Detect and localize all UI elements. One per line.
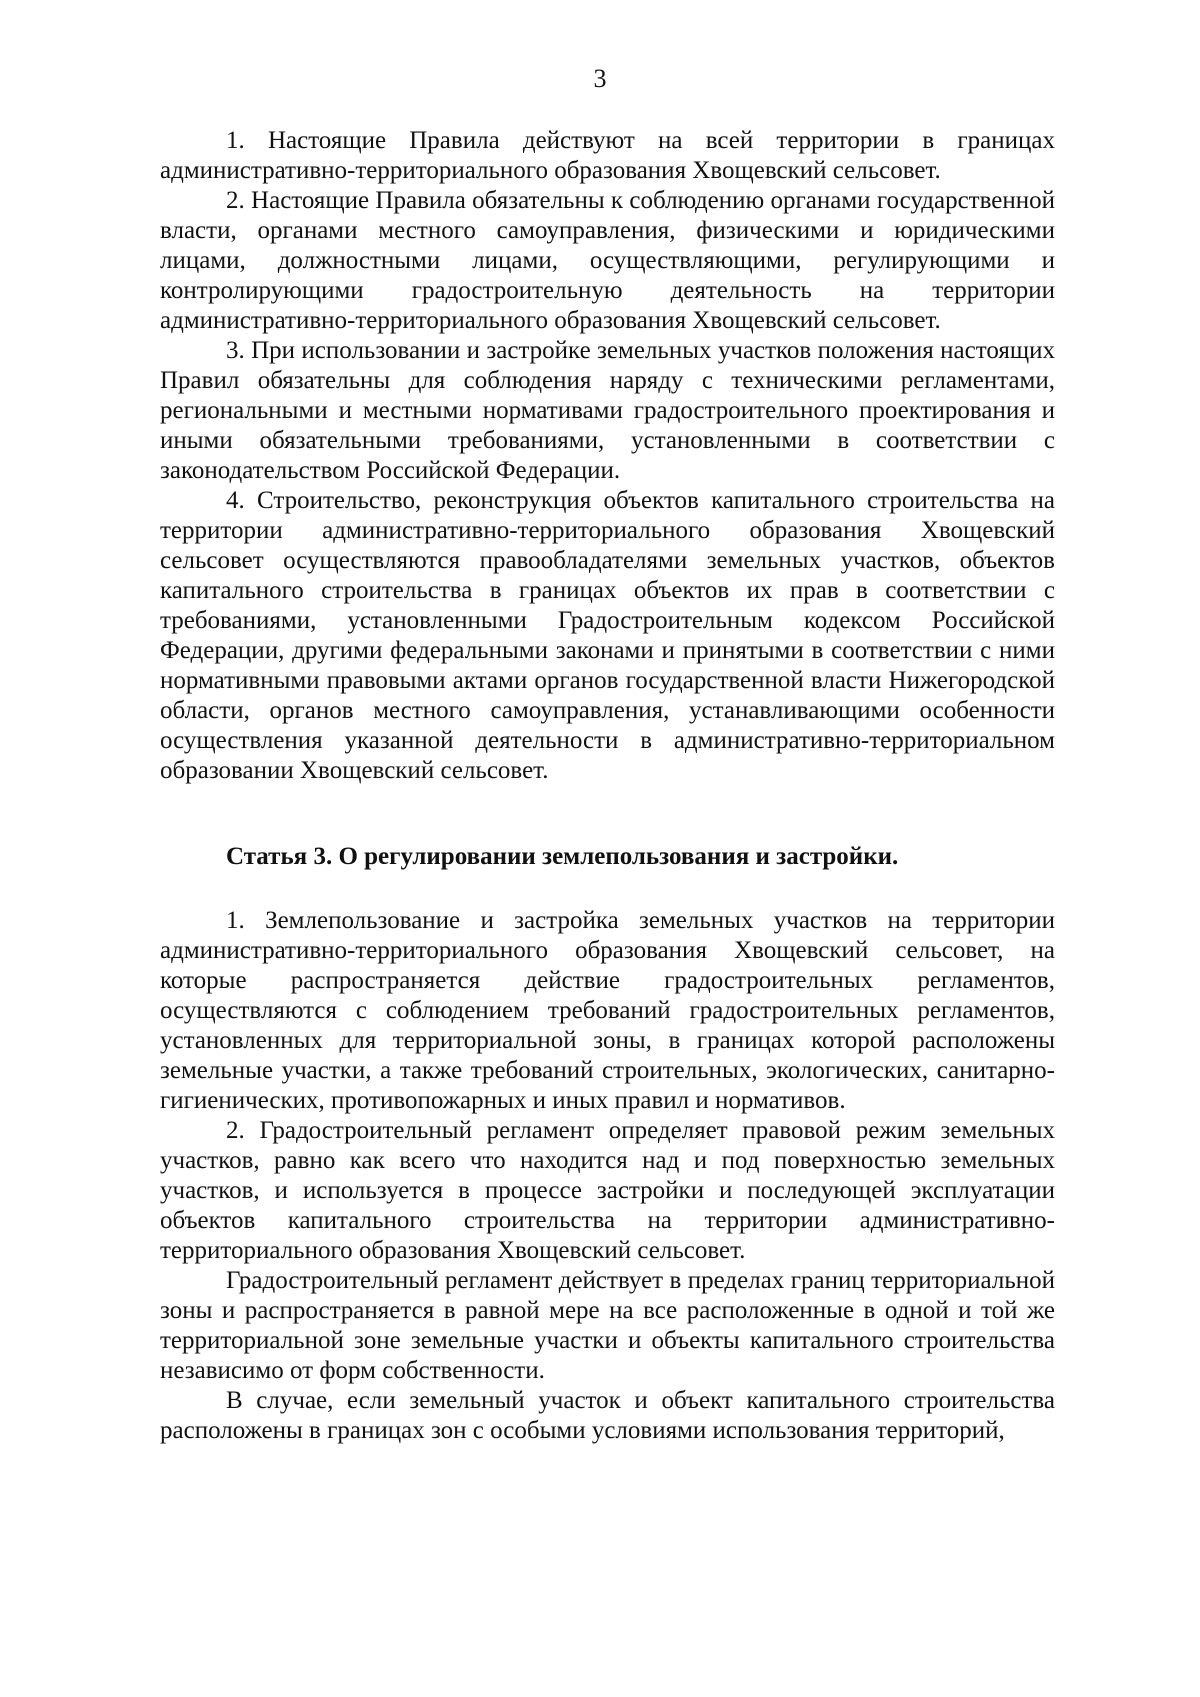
paragraph-3: Градостроительный регламент действует в пределах границ территориальной зоны и распространяется в равной мере на все расположенные в одной и той же территориальной зоне земельные участки и объекты капитального строительства независимо от форм собственности.	[160, 1267, 1055, 1384]
paragraph-2: 2. Градостроительный регламент определяет правовой режим земельных участков, равно как всего что находится над и под поверхностью земельных участков, и используется в процессе застройки и последующей эксплуатации объектов капитального строительства на территории административно-территориального образования Хвощевский сельсовет.	[160, 1117, 1055, 1264]
paragraph-3: 3. При использовании и застройке земельных участков положения настоящих Правил обязательны для соблюдения наряду с техническими регламентами, региональными и местными нормативами градостроительного проектирования и иными обязательными требованиями, установленными в соответствии с законодательством Российской Федерации.	[160, 337, 1055, 484]
paragraph-4: 4. Строительство, реконструкция объектов капитального строительства на территории административно-территориального образования Хвощевский сельсовет осуществляются правообладателями земельных участков, объектов капитального строительства в границах объектов их прав в соответствии с требованиями, установленными Градостроительным кодексом Российской Федерации, другими федеральными законами и принятыми в соответствии с ними нормативными правовыми актами органов государственной власти Нижегородской области, органов местного самоуправления, устанавливающими особенности осуществления указанной деятельности в административно-территориальном образовании Хвощевский сельсовет.	[160, 487, 1055, 784]
paragraph-2: 2. Настоящие Правила обязательны к соблюдению органами государственной власти, органами местного самоуправления, физическими и юридическими лицами, должностными лицами, осуществляющими, регулирующими и контролирующими градостроительную деятельность на территории административно-территориального образования Хвощевский сельсовет.	[160, 187, 1055, 334]
article-3-heading: Статья 3. О регулировании землепользования и застройки.	[226, 843, 899, 870]
article-3-body	[160, 906, 1055, 1446]
paragraph-1: 1. Землепользование и застройка земельных участков на территории административно-территориального образования Хвощевский сельсовет, на которые распространяется действие градостроительных регламентов, осуществляются с соблюдением требований градостроительных регламентов, установленных для территориальной зоны, в границах которой расположены земельные участки, а также требований строительных, экологических, санитарно-гигиенических, противопожарных и иных правил и нормативов.	[160, 907, 1055, 1114]
page-number: 3	[593, 64, 607, 93]
paragraph-1: 1. Настоящие Правила действуют на всей территории в границах административно-территориального образования Хвощевский сельсовет.	[160, 127, 1055, 184]
paragraph-4: В случае, если земельный участок и объект капитального строительства расположены в границах зон с особыми условиями использования территорий,	[160, 1387, 1055, 1444]
article-2-body	[160, 126, 1055, 786]
